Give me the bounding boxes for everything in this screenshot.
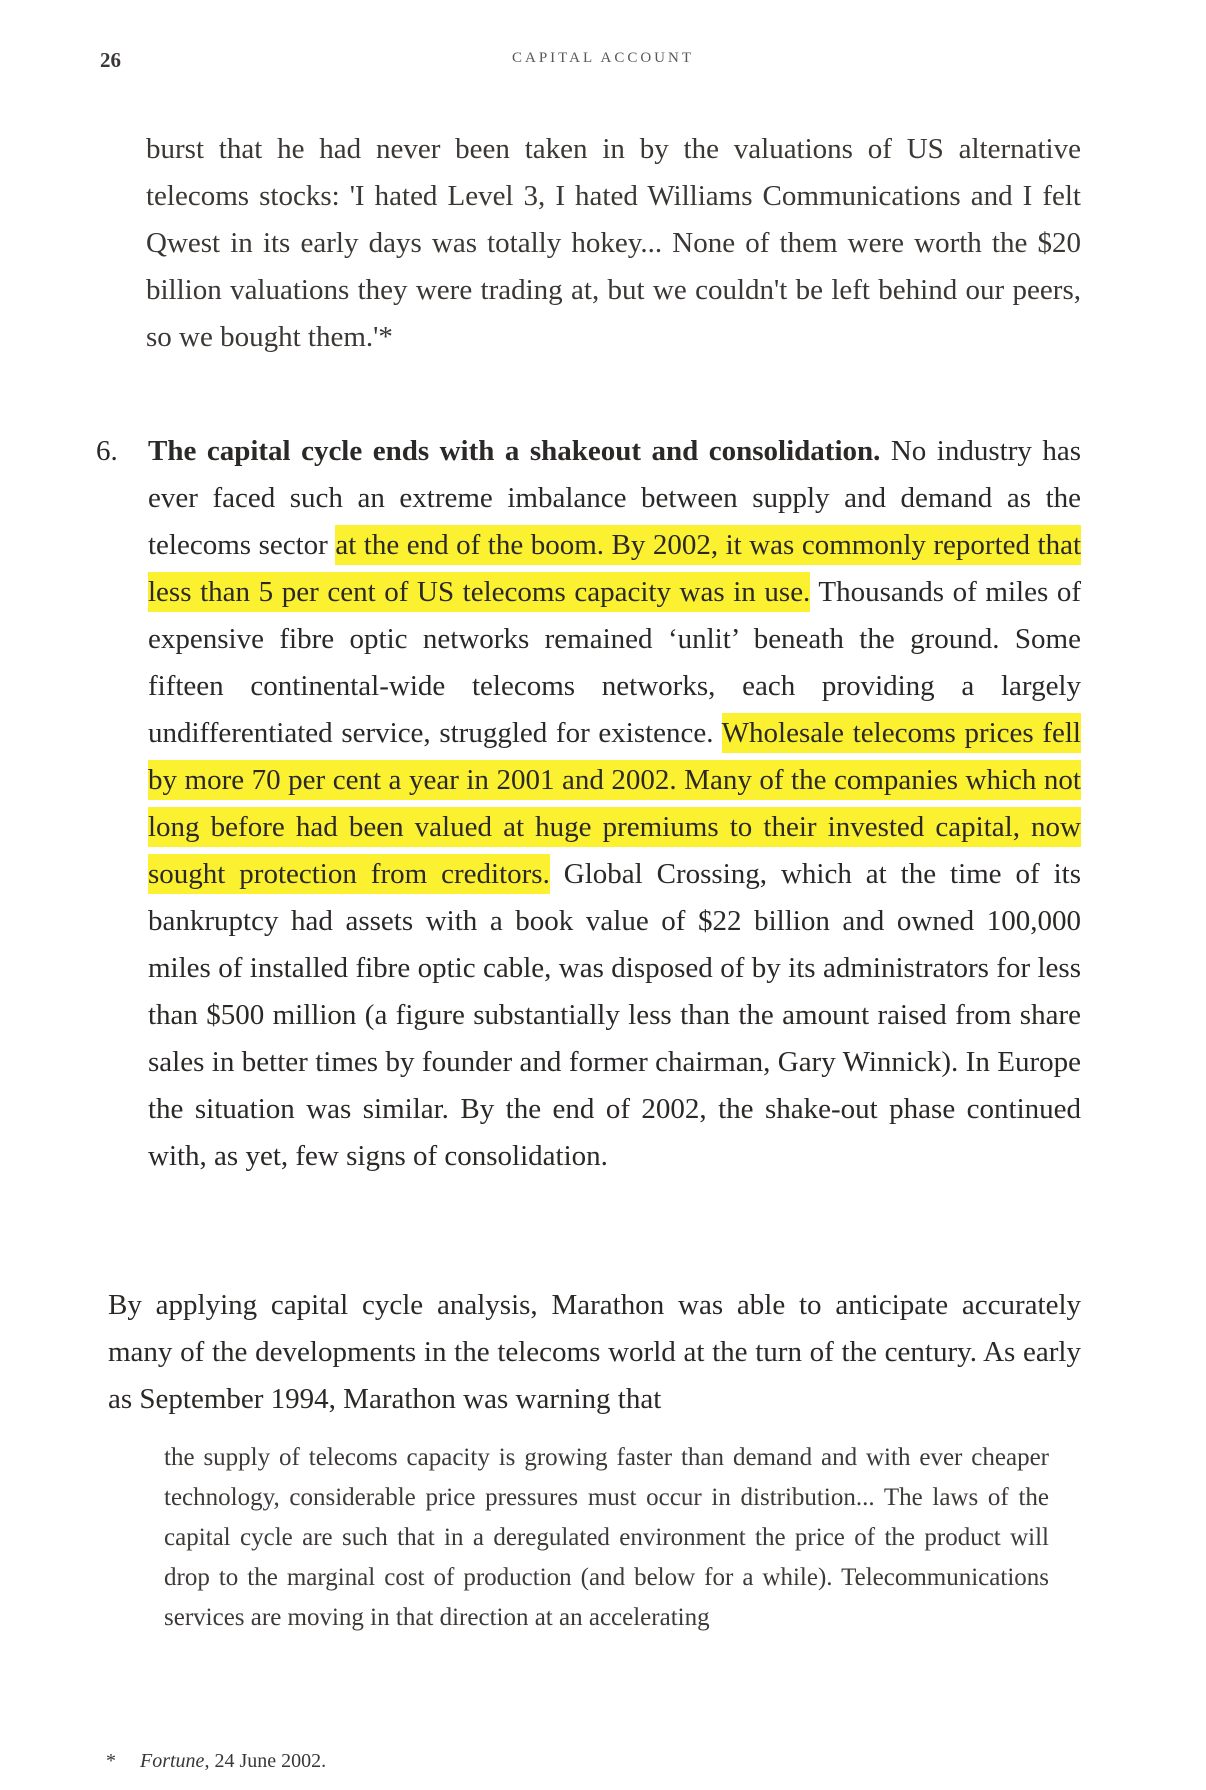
footnote — [106, 1750, 326, 1773]
highlighted-passage: at the end of the boom. By 2002, it was commonly reported that less than 5 per cent of US telecoms capacity was in use. — [148, 525, 1081, 612]
page-number: 26 — [100, 48, 121, 72]
highlighted-passage: Wholesale telecoms prices fell by more 70 per cent a year in 2001 and 2002. Many of the companies which not long before had been valued at huge premiums to their invested capital, now sought protection from creditors. — [148, 713, 1081, 894]
body-text-segment: Thousands of miles of expensive fibre optic networks remained ‘unlit’ beneath the ground. Some fifteen continental-wide telecoms networks, each providing a largely undifferentiated service, struggled for existence. — [148, 576, 1081, 749]
analysis-paragraph-text: By applying capital cycle analysis, Marathon was able to anticipate accurately many of the developments in the telecoms world at the turn of the century. As early as September 1994, Marathon was warning that — [108, 1289, 1081, 1415]
analysis-paragraph — [108, 1282, 1081, 1423]
body-text-segment: No industry has ever faced such an extreme imbalance between supply and demand as the telecoms sector — [148, 435, 1081, 561]
list-item-body — [148, 428, 1081, 1180]
opening-paragraph — [146, 126, 1081, 361]
page-header — [0, 42, 1206, 82]
running-head: CAPITAL ACCOUNT — [512, 50, 694, 66]
block-quote — [164, 1438, 1049, 1638]
footnote-marker: * — [106, 1750, 116, 1772]
opening-paragraph-text: burst that he had never been taken in by the valuations of US alternative telecoms stocks: 'I hated Level 3, I hated Williams Communications and I felt Qwest in its early days was totally hokey... None of them were worth the $20 billion valuations they were trading at, but we couldn't be left behind our peers, so we bought them.'* — [146, 133, 1081, 353]
list-item-number: 6. — [96, 435, 118, 467]
body-text-segment: Global Crossing, which at the time of its bankruptcy had assets with a book value of $22 billion and owned 100,000 miles of installed fibre optic cable, was disposed of by its administrators for less than $500 million (a figure substantially less than the amount raised from share sales in better times by founder and former chairman, Gary Winnick). In Europe the situation was similar. By the end of 2002, the shake-out phase continued with, as yet, few signs of consolidation. — [148, 858, 1081, 1172]
list-item-heading: The capital cycle ends with a shakeout and consolidation. — [148, 435, 881, 467]
footnote-source: Fortune — [140, 1750, 205, 1772]
footnote-date: , 24 June 2002. — [204, 1750, 327, 1772]
block-quote-text: the supply of telecoms capacity is growing faster than demand and with ever cheaper technology, considerable price pressures must occur in distribution... The laws of the capital cycle are such that in a deregulated environment the price of the product will drop to the marginal cost of production (and below for a while). Telecommunications services are moving in that direction at an accelerating — [164, 1444, 1049, 1631]
